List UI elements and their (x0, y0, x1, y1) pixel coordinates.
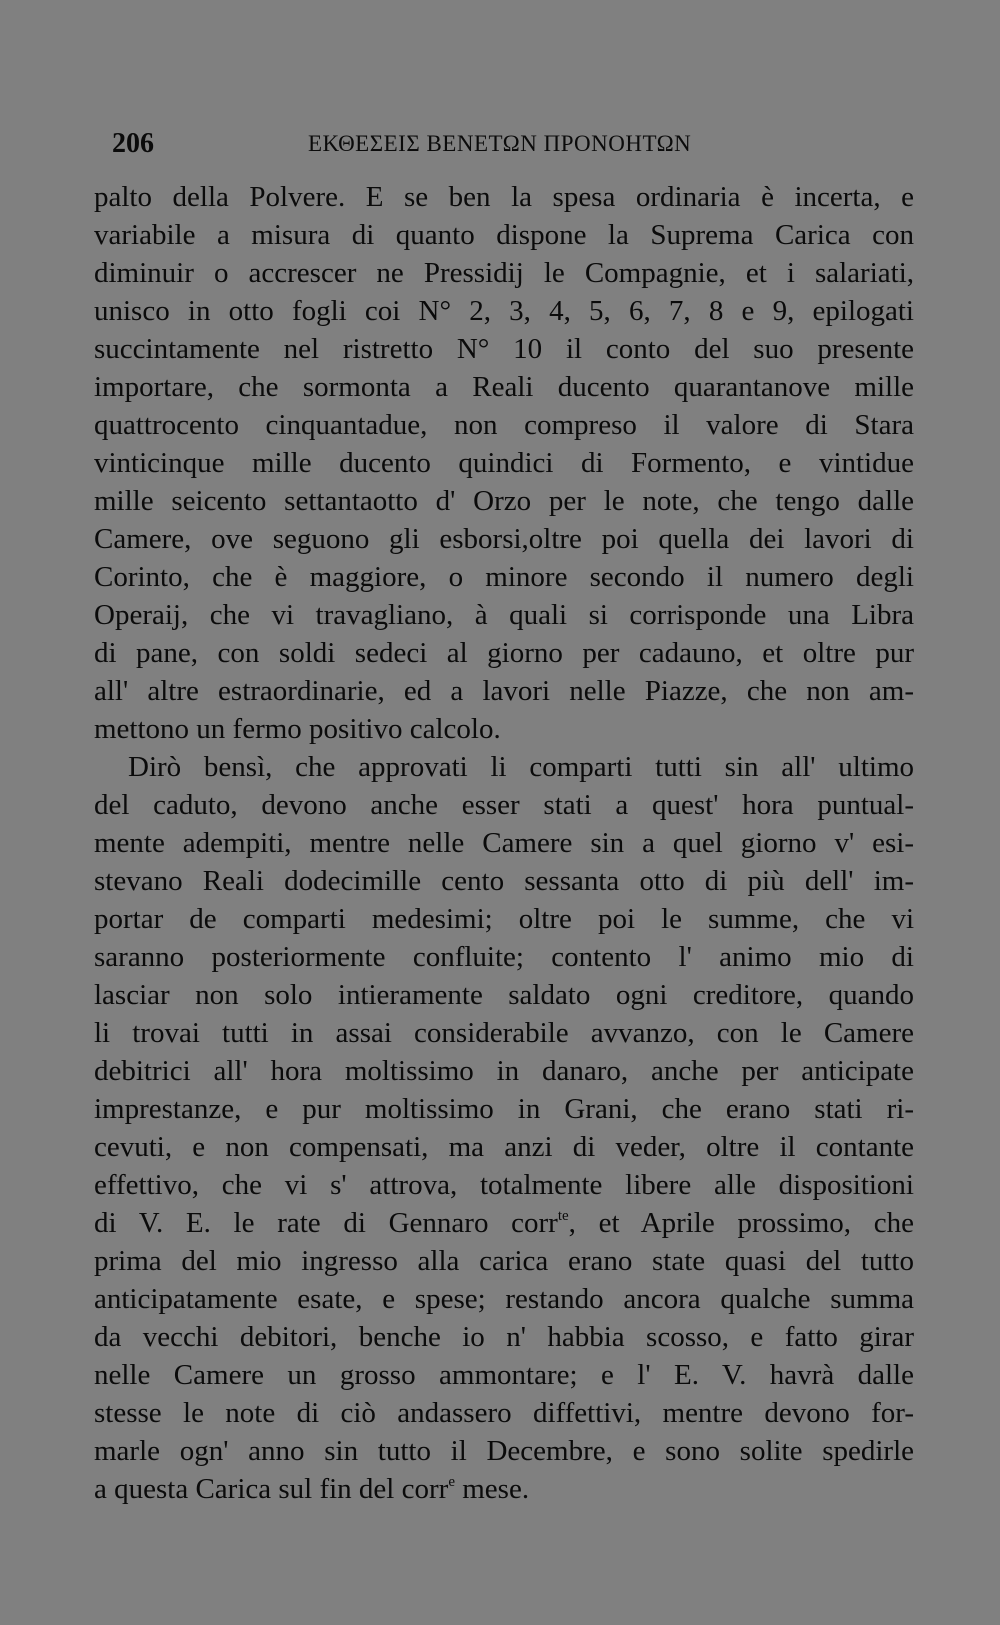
superscript-abbreviation: te (557, 1208, 569, 1224)
text-segment: , et Aprile prossimo, che (568, 1207, 914, 1239)
text-segment: mese. (454, 1473, 530, 1505)
text-segment: a questa Carica sul fin del corr (94, 1473, 449, 1505)
text-line: mille seicento settantaotto d' Orzo per le note, che tengo dalle (94, 485, 914, 517)
text-line: Corinto, che è maggiore, o minore secondo il numero degli (94, 561, 914, 593)
text-line: del caduto, devono anche esser stati a quest' hora puntual- (94, 789, 914, 821)
text-line-paragraph-end: mettono un fermo positivo calcolo. (94, 713, 501, 745)
text-line: effettivo, che vi s' attrova, totalmente libere alle dispositioni (94, 1169, 914, 1201)
page-header (112, 124, 912, 164)
text-line: diminuir o accrescer ne Pressidij le Compagnie, et i salariati, (94, 257, 914, 289)
text-line-with-superscript (94, 1204, 914, 1242)
text-line: unisco in otto fogli coi N° 2, 3, 4, 5, 6, 7, 8 e 9, epilogati (94, 295, 914, 327)
text-line: vinticinque mille ducento quindici di Formento, e vintidue (94, 447, 914, 479)
text-line: imprestanze, e pur moltissimo in Grani, che erano stati ri- (94, 1093, 914, 1125)
text-line: marle ogn' anno sin tutto il Decembre, e sono solite spedirle (94, 1435, 914, 1467)
text-line: variabile a misura di quanto dispone la Suprema Carica con (94, 219, 914, 251)
text-line: lasciar non solo intieramente saldato ogni creditore, quando (94, 979, 914, 1011)
text-line: stevano Reali dodecimille cento sessanta otto di più dell' im- (94, 865, 914, 897)
text-line: Camere, ove seguono gli esborsi,oltre poi quella dei lavori di (94, 523, 914, 555)
text-line: stesse le note di ciò andassero diffettivi, mentre devono for- (94, 1397, 914, 1429)
text-line: Operaij, che vi travagliano, à quali si corrisponde una Libra (94, 599, 914, 631)
page-number: 206 (112, 128, 154, 159)
text-line: portar de comparti medesimi; oltre poi le summe, che vi (94, 903, 914, 935)
text-line: anticipatamente esate, e spese; restando ancora qualche summa (94, 1283, 914, 1315)
text-line: nelle Camere un grosso ammontare; e l' E. V. havrà dalle (94, 1359, 914, 1391)
text-line-with-superscript (94, 1470, 914, 1508)
text-line: di pane, con soldi sedeci al giorno per cadauno, et oltre pur (94, 637, 914, 669)
text-line: saranno posteriormente confluite; contento l' animo mio di (94, 941, 914, 973)
text-line: debitrici all' hora moltissimo in danaro, anche per anticipate (94, 1055, 914, 1087)
superscript-abbreviation: e (448, 1474, 455, 1490)
text-line: prima del mio ingresso alla carica erano state quasi del tutto (94, 1245, 914, 1277)
text-line: cevuti, e non compensati, ma anzi di veder, oltre il contante (94, 1131, 914, 1163)
text-line-paragraph-start: Dirò bensì, che approvati li comparti tutti sin all' ultimo (128, 751, 914, 783)
text-line: all' altre estraordinarie, ed a lavori nelle Piazze, che non am- (94, 675, 914, 707)
text-line: succintamente nel ristretto N° 10 il conto del suo presente (94, 333, 914, 365)
text-segment: di V. E. le rate di Gennaro corr (94, 1207, 558, 1239)
text-line: mente adempiti, mentre nelle Camere sin a quel giorno v' esi- (94, 827, 914, 859)
text-line: importare, che sormonta a Reali ducento quarantanove mille (94, 371, 914, 403)
text-line: li trovai tutti in assai considerabile avvanzo, con le Camere (94, 1017, 914, 1049)
body-text (94, 178, 914, 1508)
text-line: palto della Polvere. E se ben la spesa ordinaria è incerta, e (94, 181, 914, 213)
running-head: ΕΚΘΕΣΕΙΣ ΒΕΝΕΤΩΝ ΠΡΟΝΟΗΤΩΝ (308, 131, 692, 156)
text-line: quattrocento cinquantadue, non compreso il valore di Stara (94, 409, 914, 441)
text-line: da vecchi debitori, benche io n' habbia scosso, e fatto girar (94, 1321, 914, 1353)
